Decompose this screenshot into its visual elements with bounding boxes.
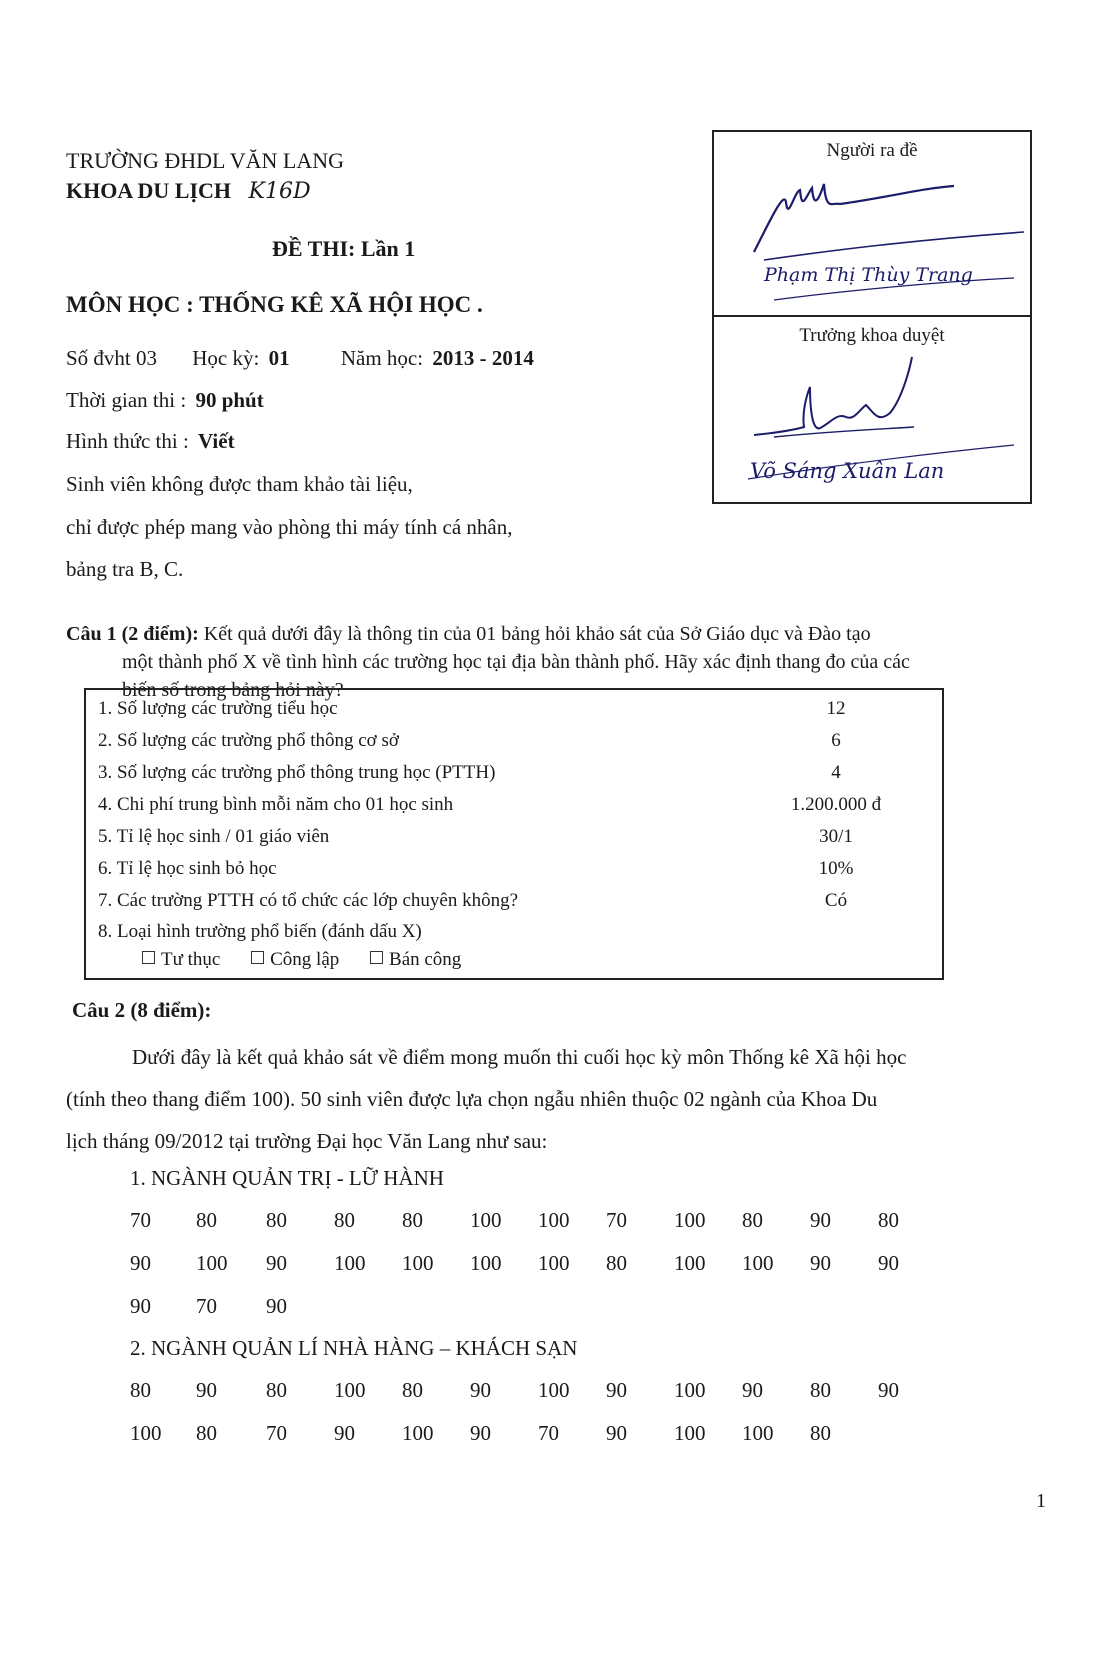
- checkbox-icon: [370, 951, 383, 964]
- score-value: 90: [606, 1421, 627, 1445]
- question-1-row-label: 8. Loại hình trường phổ biến (đánh dấu X): [98, 921, 422, 942]
- score-value: 100: [334, 1378, 366, 1402]
- score-value: 70: [130, 1208, 151, 1232]
- faculty-handwritten-note: K16D: [248, 179, 311, 204]
- score-value: 100: [538, 1208, 570, 1232]
- score-value: 90: [130, 1294, 151, 1318]
- question-1-row-value: Có: [824, 890, 848, 911]
- score-value: 100: [742, 1421, 774, 1445]
- score-value: 100: [538, 1378, 570, 1402]
- faculty-name: [66, 176, 311, 207]
- score-value: 100: [538, 1251, 570, 1275]
- score-value: 80: [196, 1421, 217, 1445]
- question-1-row-label: 4. Chi phí trung bình mỗi năm cho 01 học sinh: [98, 794, 454, 815]
- score-value: 80: [810, 1421, 831, 1445]
- score-value: 100: [196, 1251, 228, 1275]
- score-value: 80: [266, 1208, 287, 1232]
- score-value: 100: [674, 1208, 706, 1232]
- time-label: Thời gian thi :: [66, 388, 187, 412]
- question-1-row-label: 6. Tỉ lệ học sinh bỏ học: [98, 858, 277, 879]
- score-value: 80: [130, 1378, 151, 1402]
- score-value: 70: [606, 1208, 627, 1232]
- question-1-text-1: Kết quả dưới đây là thông tin của 01 bảng hỏi khảo sát của Sở Giáo dục và Đào tạo: [203, 623, 871, 645]
- semester-label: Học kỳ:: [192, 346, 260, 370]
- rule-line-3: bảng tra B, C.: [66, 557, 184, 581]
- question-1-row-value: 1.200.000 đ: [790, 794, 882, 815]
- score-value: 100: [674, 1421, 706, 1445]
- option-public[interactable]: Công lập: [251, 949, 339, 971]
- question-1-row-value: 12: [826, 698, 846, 719]
- question-1-row-value: 4: [831, 762, 841, 783]
- question-1-text-3: biến số trong bảng hỏi này?: [122, 679, 344, 701]
- score-value: 100: [742, 1251, 774, 1275]
- form-label: Hình thức thi :: [66, 429, 189, 453]
- question-2-para-2: (tính theo thang điểm 100). 50 sinh viên được lựa chọn ngẫu nhiên thuộc 02 ngành của Khoa Du: [66, 1087, 878, 1111]
- score-value: 90: [470, 1378, 491, 1402]
- score-value: 80: [334, 1208, 355, 1232]
- question-2-label: Câu 2 (8 điểm):: [72, 998, 212, 1022]
- score-value: 90: [470, 1421, 491, 1445]
- score-value: 70: [196, 1294, 217, 1318]
- score-value: 100: [470, 1251, 502, 1275]
- group-2-title: 2. NGÀNH QUẢN LÍ NHÀ HÀNG – KHÁCH SẠN: [130, 1336, 578, 1360]
- faculty-label: KHOA DU LỊCH: [66, 178, 232, 203]
- score-value: 90: [742, 1378, 763, 1402]
- author-title: Người ra đề: [826, 140, 918, 161]
- group-1-title: 1. NGÀNH QUẢN TRỊ - LỮ HÀNH: [130, 1166, 444, 1190]
- score-value: 80: [742, 1208, 763, 1232]
- question-1-text-2: một thành phố X về tình hình các trường học tại địa bàn thành phố. Hãy xác định thang đo của các: [122, 651, 910, 673]
- subject-title: MÔN HỌC : THỐNG KÊ XÃ HỘI HỌC .: [66, 292, 483, 317]
- score-value: 100: [130, 1421, 162, 1445]
- score-value: 90: [266, 1294, 287, 1318]
- author-name: Phạm Thị Thùy Trang: [764, 264, 973, 286]
- dean-title: Trưởng khoa duyệt: [799, 325, 945, 346]
- question-1-row-label: 5. Tỉ lệ học sinh / 01 giáo viên: [98, 826, 330, 847]
- score-value: 80: [810, 1378, 831, 1402]
- score-value: 90: [196, 1378, 217, 1402]
- score-value: 90: [334, 1421, 355, 1445]
- exam-title: ĐỀ THI: Lần 1: [272, 236, 416, 261]
- time-line: [66, 388, 264, 413]
- score-value: 100: [402, 1421, 434, 1445]
- score-value: 90: [878, 1251, 899, 1275]
- author-signature-section: [714, 132, 1030, 317]
- question-1-row-label: 2. Số lượng các trường phổ thông cơ sở: [98, 730, 399, 751]
- score-value: 100: [470, 1208, 502, 1232]
- score-value: 100: [674, 1251, 706, 1275]
- score-value: 100: [334, 1251, 366, 1275]
- score-value: 70: [538, 1421, 559, 1445]
- school-name: TRƯỜNG ĐHDL VĂN LANG: [66, 148, 344, 173]
- score-value: 80: [266, 1378, 287, 1402]
- score-value: 90: [878, 1378, 899, 1402]
- semester-value: 01: [268, 346, 290, 370]
- question-2-para-1: Dưới đây là kết quả khảo sát về điểm mong muốn thi cuối học kỳ môn Thống kê Xã hội học: [132, 1045, 907, 1069]
- school-type-options: [142, 949, 487, 971]
- author-signature-icon: [714, 132, 1030, 315]
- option-semi-public[interactable]: Bán công: [370, 949, 461, 971]
- rule-line-1: Sinh viên không được tham khảo tài liệu,: [66, 472, 413, 496]
- score-value: 80: [196, 1208, 217, 1232]
- question-1-row-label: 1. Số lượng các trường tiểu học: [98, 698, 338, 719]
- score-value: 90: [606, 1378, 627, 1402]
- page-number: 1: [1036, 1490, 1046, 1512]
- year-label: Năm học:: [340, 346, 424, 370]
- dean-name: Võ Sáng Xuân Lan: [750, 459, 945, 483]
- signature-box: [712, 130, 1032, 504]
- score-value: 90: [810, 1251, 831, 1275]
- credits-label: Số đvht 03: [66, 346, 158, 370]
- score-value: 80: [878, 1208, 899, 1232]
- question-1-row-value: 30/1: [819, 826, 853, 847]
- score-value: 70: [266, 1421, 287, 1445]
- question-1-row-label: 7. Các trường PTTH có tổ chức các lớp chuyên không?: [98, 890, 519, 911]
- rule-line-2: chỉ được phép mang vào phòng thi máy tính cá nhân,: [66, 515, 513, 539]
- score-value: 90: [266, 1251, 287, 1275]
- credits-line: [66, 346, 534, 371]
- score-value: 80: [402, 1208, 423, 1232]
- checkbox-icon: [142, 951, 155, 964]
- question-1-table: [84, 688, 944, 980]
- question-1-label: Câu 1 (2 điểm):: [66, 623, 199, 645]
- question-1-row-value: 10%: [818, 858, 854, 879]
- checkbox-icon: [251, 951, 264, 964]
- form-line: [66, 429, 235, 454]
- question-1-row-value: 6: [831, 730, 841, 751]
- question-1-row-label: 3. Số lượng các trường phổ thông trung học (PTTH): [98, 762, 496, 783]
- score-value: 80: [606, 1251, 627, 1275]
- score-value: 90: [130, 1251, 151, 1275]
- year-value: 2013 - 2014: [432, 346, 534, 370]
- option-private[interactable]: Tư thục: [142, 949, 220, 971]
- score-value: 90: [810, 1208, 831, 1232]
- question-2-para-3: lịch tháng 09/2012 tại trường Đại học Văn Lang như sau:: [66, 1129, 548, 1153]
- score-value: 80: [402, 1378, 423, 1402]
- score-value: 100: [674, 1378, 706, 1402]
- score-value: 100: [402, 1251, 434, 1275]
- form-value: Viết: [198, 429, 235, 453]
- dean-signature-section: [714, 317, 1030, 502]
- time-value: 90 phút: [195, 388, 264, 412]
